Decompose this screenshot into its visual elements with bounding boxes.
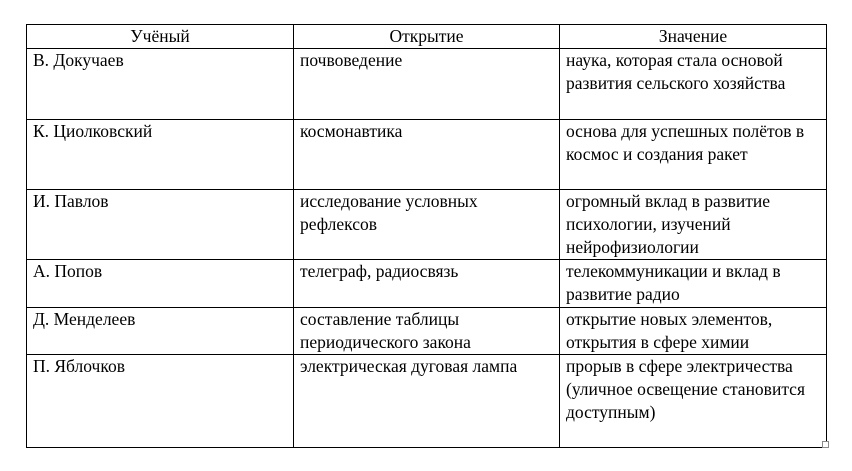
header-scientist: Учёный [27, 25, 294, 49]
cell-significance [560, 260, 827, 308]
discovery-text: электрическая дуговая лампа [300, 356, 518, 376]
cell-scientist [27, 355, 294, 448]
scientist-name: А. Попов [33, 261, 103, 281]
cell-scientist [27, 190, 294, 260]
discovery-text: телеграф, радиосвязь [300, 261, 459, 281]
cell-discovery [294, 190, 560, 260]
cell-discovery [294, 260, 560, 308]
cell-scientist [27, 260, 294, 308]
significance-text: прорыв в сфере электричества (уличное освещение становится доступным) [566, 356, 805, 422]
table-row [27, 355, 827, 448]
significance-text: открытие новых элементов, открытия в сфере химии [566, 309, 773, 352]
table-row [27, 190, 827, 260]
cell-scientist [27, 49, 294, 120]
header-significance: Значение [560, 25, 827, 49]
cell-discovery [294, 120, 560, 190]
document-page [26, 24, 827, 448]
discovery-text: исследование условных рефлексов [300, 191, 478, 234]
table-header-row [27, 25, 827, 49]
table-resize-handle[interactable] [822, 441, 829, 448]
cell-significance [560, 355, 827, 448]
cell-discovery [294, 49, 560, 120]
cell-significance [560, 190, 827, 260]
cell-scientist [27, 120, 294, 190]
scientist-name: П. Яблочков [33, 356, 125, 376]
discovery-text: космонавтика [300, 121, 403, 141]
scientist-name: В. Докучаев [33, 50, 124, 70]
significance-text: основа для успешных полётов в космос и создания ракет [566, 121, 805, 164]
significance-text: наука, которая стала основой развития сельского хозяйства [566, 50, 786, 93]
significance-text: огромный вклад в развитие психологии, изучений нейрофизиологии [566, 191, 771, 257]
cell-significance [560, 308, 827, 355]
discovery-text: почвоведение [300, 50, 403, 70]
table-row [27, 49, 827, 120]
table-row [27, 120, 827, 190]
header-discovery: Открытие [294, 25, 560, 49]
scientist-name: К. Циолковский [33, 121, 153, 141]
cell-significance [560, 49, 827, 120]
table-row [27, 260, 827, 308]
table-row [27, 308, 827, 355]
discovery-text: составление таблицы периодического закона [300, 309, 471, 352]
significance-text: телекоммуникации и вклад в развитие радио [566, 261, 781, 304]
scientist-name: Д. Менделеев [33, 309, 136, 329]
cell-scientist [27, 308, 294, 355]
cell-significance [560, 120, 827, 190]
scientists-table [26, 24, 827, 448]
cell-discovery [294, 355, 560, 448]
scientist-name: И. Павлов [33, 191, 109, 211]
cell-discovery [294, 308, 560, 355]
